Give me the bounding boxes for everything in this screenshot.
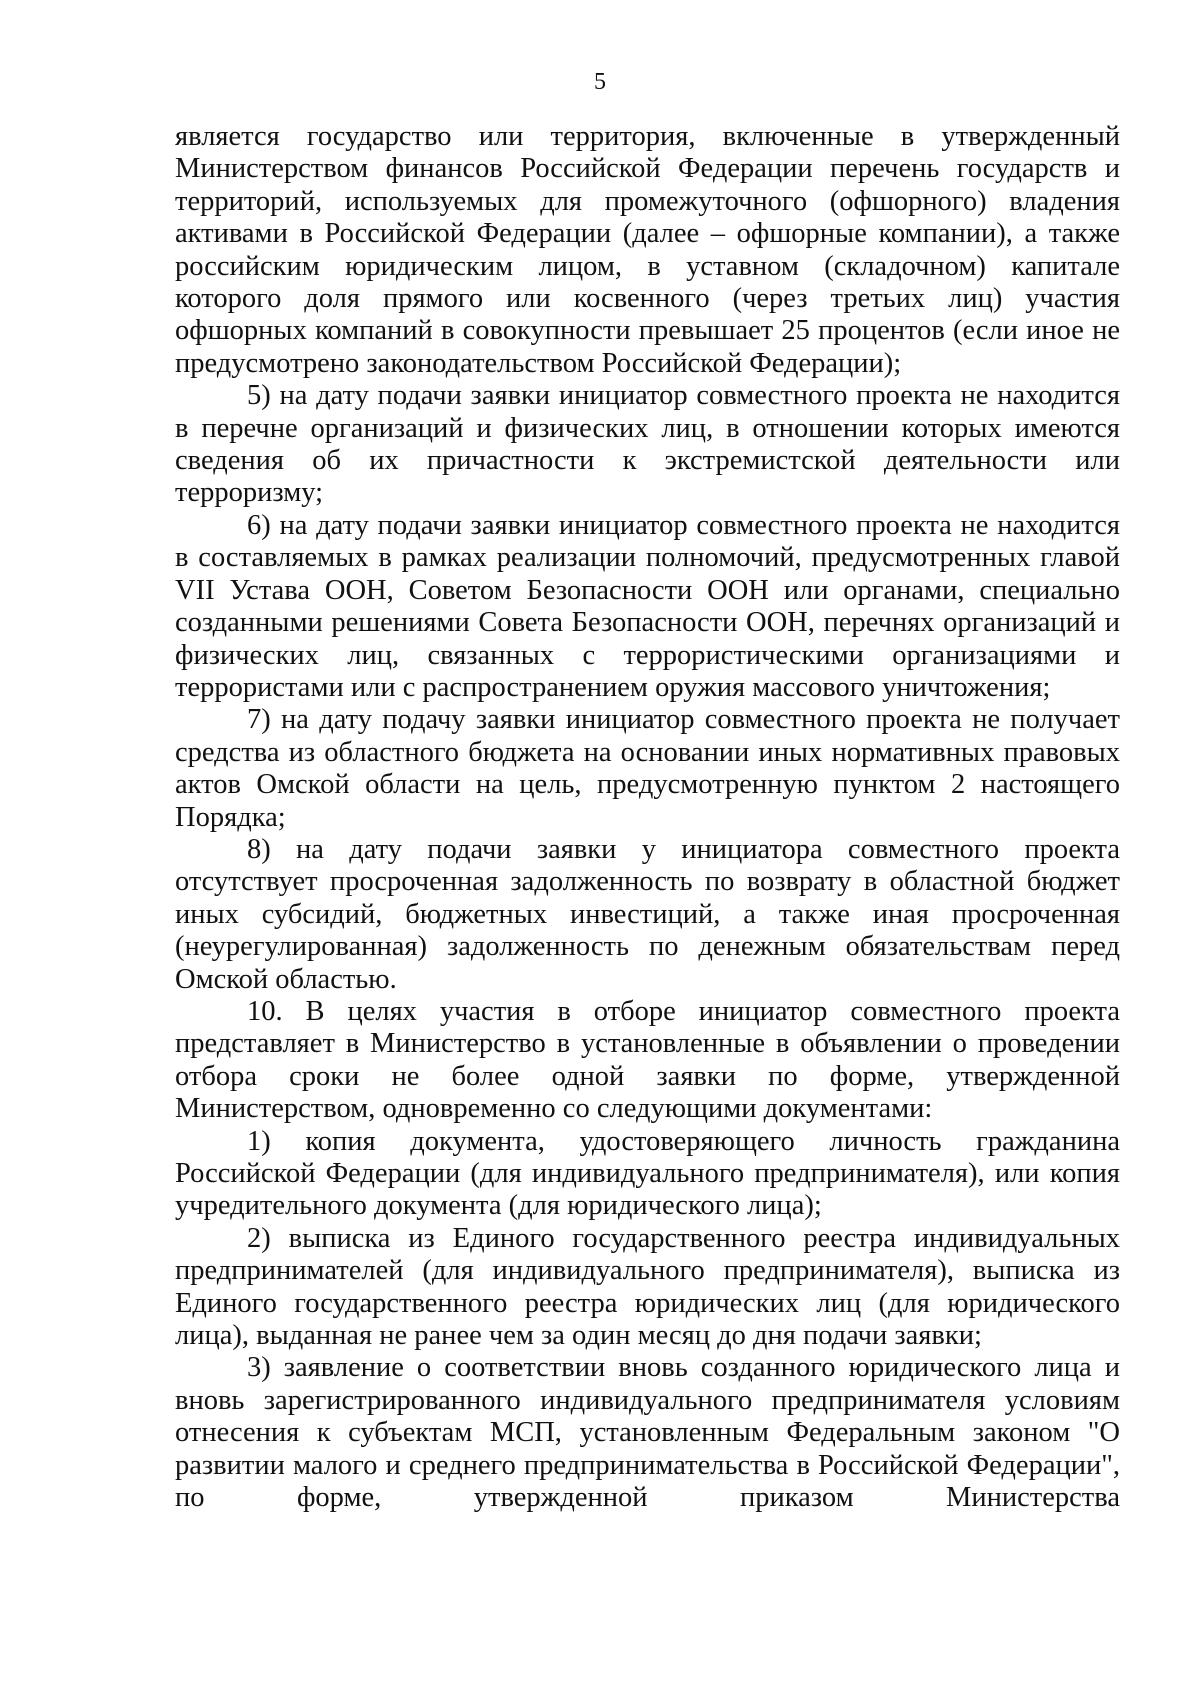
paragraph-offshore-continuation: является государство или территория, включенные в утвержденный Министерством финансов Российской Федерации перечень государств и территорий, используемых для промежуточного (офшорного) владения активами в Российской Федерации (далее – офшорные компании), а также российским юридическим лицом, в уставном (складочном) капитале которого доля прямого или косвенного (через третьих лиц) участия офшорных компаний в совокупности превышает 25 процентов (если иное не предусмотрено законодательством Российской Федерации); (175, 121, 1120, 379)
paragraph-item-8-overdue-debt: 8) на дату подачи заявки у инициатора совместного проекта отсутствует просроченная задолженность по возврату в областной бюджет иных субсидий, бюджетных инвестиций, а также иная просроченная (неурегулированная) задолженность по денежным обязательствам перед Омской областью. (175, 833, 1120, 995)
paragraph-document-2-registry-extract: 2) выписка из Единого государственного реестра индивидуальных предпринимателей (для индивидуального предпринимателя), выписка из Единого государственного реестра юридических лиц (для юридического лица), выданная не ранее чем за один месяц до дня подачи заявки; (175, 1222, 1120, 1352)
paragraph-item-7-regional-budget: 7) на дату подачу заявки инициатор совместного проекта не получает средства из областного бюджета на основании иных нормативных правовых актов Омской области на цель, предусмотренную пунктом 2 настоящего Порядка; (175, 704, 1120, 833)
paragraph-item-5-extremism: 5) на дату подачи заявки инициатор совместного проекта не находится в перечне организаций и физических лиц, в отношении которых имеются сведения об их причастности к экстремистской деятельности или терроризму; (175, 380, 1120, 509)
paragraph-section-10-application: 10. В целях участия в отборе инициатор совместного проекта представляет в Министерство в установленные в объявлении о проведении отбора сроки не более одной заявки по форме, утвержденной Министерством, одновременно со следующими документами: (175, 995, 1120, 1125)
paragraph-item-6-terrorism-lists: 6) на дату подачи заявки инициатор совместного проекта не находится в составляемых в рамках реализации полномочий, предусмотренных главой VII Устава ООН, Советом Безопасности ООН или органами, специально созданными решениями Совета Безопасности ООН, перечнях организаций и физических лиц, связанных с террористическими организациями и террористами или с распространением оружия массового уничтожения; (175, 509, 1120, 703)
paragraph-document-3-sme-statement: 3) заявление о соответствии вновь созданного юридического лица и вновь зарегистрированного индивидуального предпринимателя условиям отнесения к субъектам МСП, установленным Федеральным законом "О развитии малого и среднего предпринимательства в Российской Федерации", по форме, утвержденной приказом Министерства (175, 1352, 1120, 1514)
page-number: 5 (594, 69, 606, 95)
document-body (175, 121, 1120, 1514)
paragraph-document-1-identity-copy: 1) копия документа, удостоверяющего личность гражданина Российской Федерации (для индивидуального предпринимателя), или копия учредительного документа (для юридического лица); (175, 1125, 1120, 1222)
